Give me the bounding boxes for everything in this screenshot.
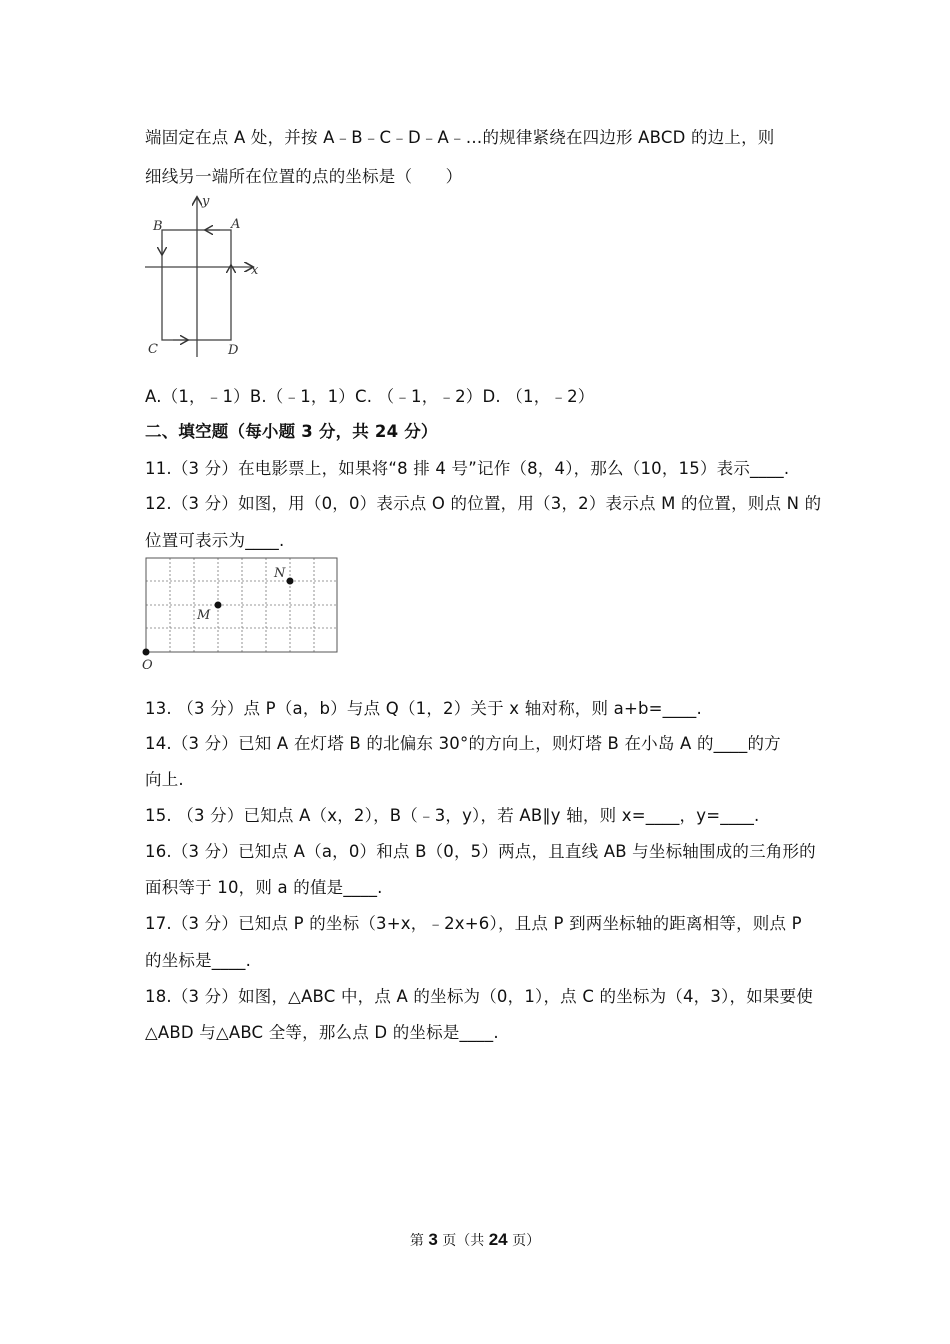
q12-label-o: O xyxy=(142,658,153,673)
q15-text: 15. （3 分）已知点 A（x，2），B（﹣3，y），若 AB∥y 轴，则 x=____，y=____. xyxy=(145,806,760,825)
q12-figure xyxy=(140,555,345,675)
q12-point-n xyxy=(287,578,294,585)
q10-label-y: y xyxy=(202,194,210,209)
q14-text-line2: 向上. xyxy=(145,770,184,789)
footer-page-number: 3 xyxy=(428,1230,438,1249)
q10-figure xyxy=(140,190,270,365)
footer-total-pages: 24 xyxy=(488,1230,508,1249)
section2-heading: 二、填空题（每小题 3 分，共 24 分） xyxy=(145,422,438,441)
q11-text: 11.（3 分）在电影票上，如果将“8 排 4 号”记作（8，4），那么（10，15）表示____. xyxy=(145,459,790,478)
q10-label-b: B xyxy=(153,219,163,234)
q12-text-line2: 位置可表示为____. xyxy=(145,531,285,550)
q10-text-line1: 端固定在点 A 处，并按 A﹣B﹣C﹣D﹣A﹣…的规律紧绕在四边形 ABCD 的边上，则 xyxy=(145,128,775,147)
q12-label-n: N xyxy=(274,566,286,581)
q10-label-d: D xyxy=(228,343,239,358)
q16-text-line1: 16.（3 分）已知点 A（a，0）和点 B（0，5）两点，且直线 AB 与坐标轴围成的三角形的 xyxy=(145,842,816,861)
q18-text-line1: 18.（3 分）如图，△ABC 中，点 A 的坐标为（0，1），点 C 的坐标为（4，3），如果要使 xyxy=(145,987,814,1006)
q18-text-line2: △ABD 与△ABC 全等，那么点 D 的坐标是____. xyxy=(145,1023,499,1042)
q12-point-o xyxy=(143,649,150,656)
q17-text-line2: 的坐标是____. xyxy=(145,951,252,970)
footer-suffix: 页） xyxy=(507,1233,541,1249)
q13-text: 13. （3 分）点 P（a，b）与点 Q（1，2）关于 x 轴对称，则 a+b=____. xyxy=(145,699,702,718)
q10-label-x: x xyxy=(251,263,259,278)
q10-options: A.（1，﹣1）B.（﹣1，1）C. （﹣1，﹣2）D. （1，﹣2） xyxy=(145,387,595,406)
q16-text-line2: 面积等于 10，则 a 的值是____. xyxy=(145,878,383,897)
footer-prefix: 第 xyxy=(409,1233,429,1249)
q10-text-line2: 细线另一端所在位置的点的坐标是（ ） xyxy=(145,167,463,186)
page-footer xyxy=(0,1230,950,1250)
q12-text-line1: 12.（3 分）如图，用（0，0）表示点 O 的位置，用（3，2）表示点 M 的位置，则点 N 的 xyxy=(145,494,822,513)
q10-label-c: C xyxy=(148,342,158,357)
q17-text-line1: 17.（3 分）已知点 P 的坐标（3+x，﹣2x+6），且点 P 到两坐标轴的距离相等，则点 P xyxy=(145,914,802,933)
footer-middle: 页（共 xyxy=(437,1233,489,1249)
q14-text-line1: 14.（3 分）已知 A 在灯塔 B 的北偏东 30°的方向上，则灯塔 B 在小岛 A 的____的方 xyxy=(145,734,781,753)
q10-label-a: A xyxy=(231,217,241,232)
q12-point-m xyxy=(215,602,222,609)
q12-label-m: M xyxy=(197,608,211,623)
